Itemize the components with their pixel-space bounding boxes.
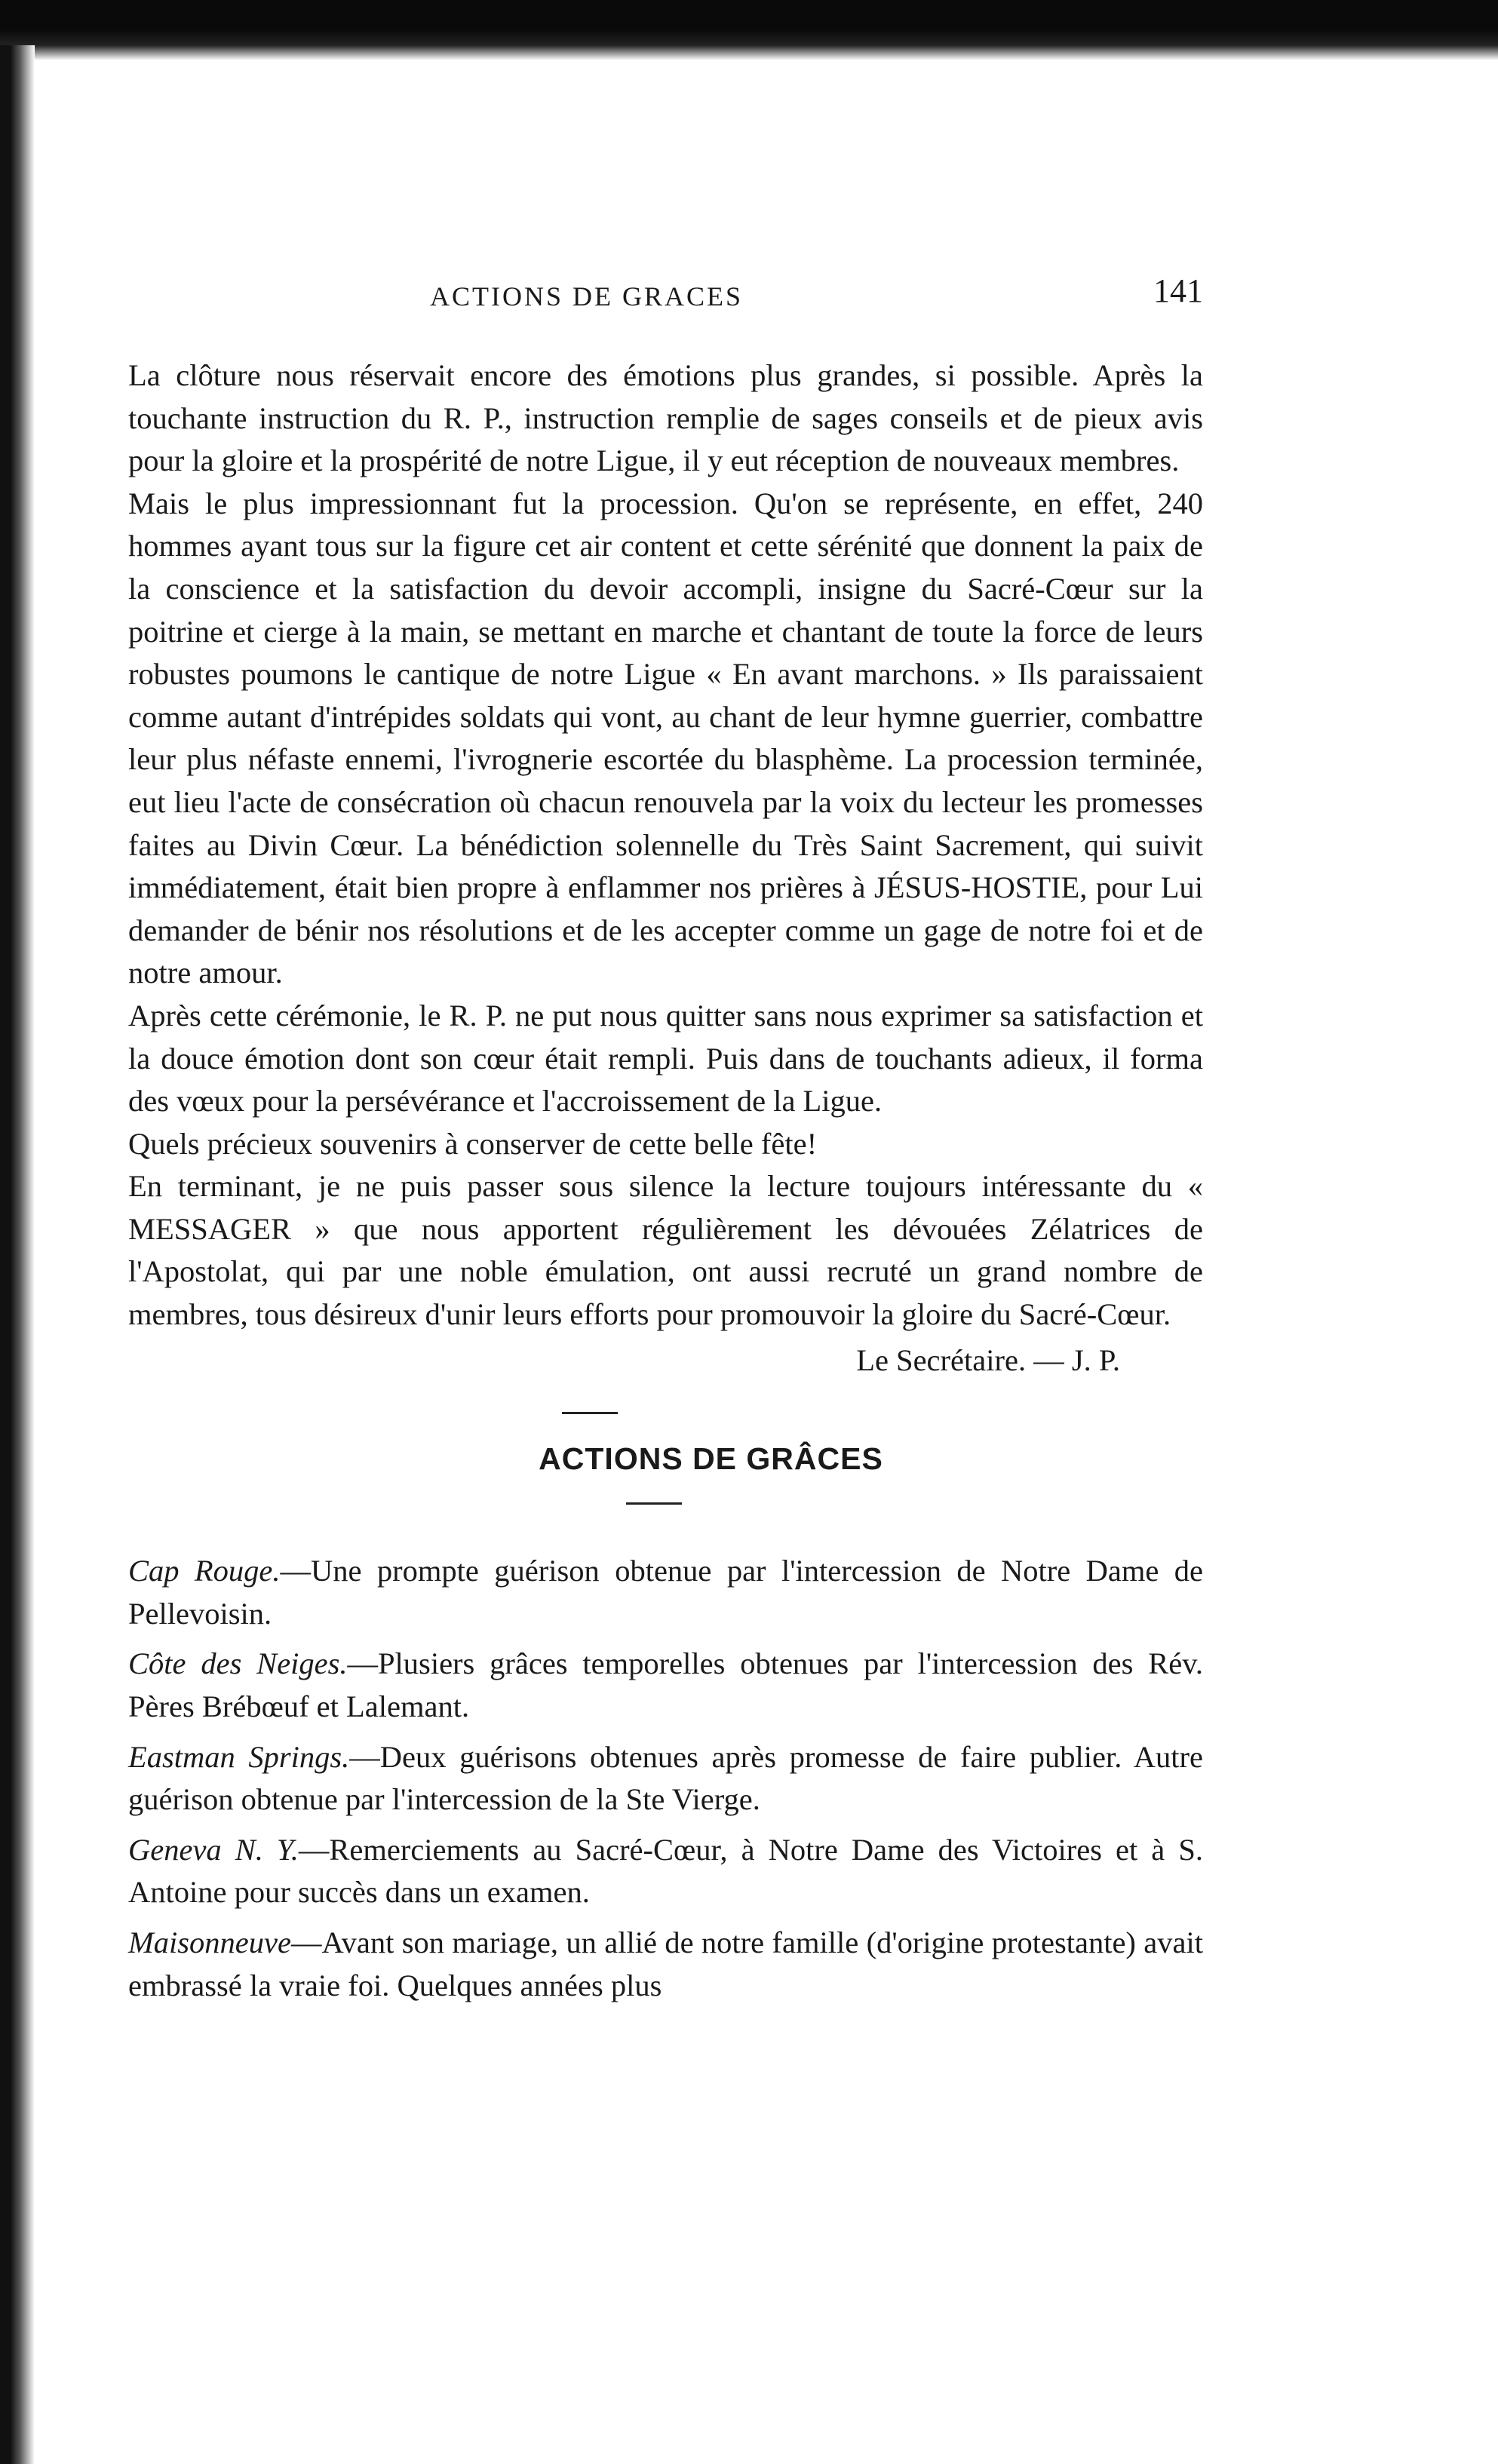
grace-place: Côte des Neiges. bbox=[128, 1646, 348, 1681]
paragraph: Quels précieux souvenirs à conserver de cette belle fête! bbox=[128, 1126, 818, 1161]
grace-place: Maisonneuve bbox=[128, 1925, 291, 1959]
report-body bbox=[128, 354, 1203, 1382]
running-head bbox=[128, 272, 1203, 317]
grace-text: —Une prompte guérison obtenue par l'intercession de Notre Dame de Pellevoisin. bbox=[128, 1554, 1203, 1631]
paragraph: Après cette cérémonie, le R. P. ne put nous quitter sans nous exprimer sa satisfaction et la douce émotion dont son cœur était rempli. Puis dans de touchants adieux, il forma des vœux pour la persévérance et l'accroissement de la Ligue. bbox=[128, 998, 1203, 1118]
paragraph: En terminant, je ne puis passer sous silence la lecture toujours intéressante du « MESSAGER » que nous apportent régulièrement les dévouées Zélatrices de l'Apostolat, qui par une noble émulation, ont aussi recruté un grand nombre de membres, tous désireux d'unir leurs efforts pour promouvoir la gloire du Sacré-Cœur. bbox=[128, 1169, 1203, 1332]
grace-entry bbox=[128, 1736, 1203, 1821]
grace-entry bbox=[128, 1829, 1203, 1914]
grace-text: —Deux guérisons obtenues après promesse de faire publier. Autre guérison obtenue par l'intercession de la Ste Vierge. bbox=[128, 1739, 1203, 1817]
paragraph: La clôture nous réservait encore des émotions plus grandes, si possible. Après la touchante instruction du R. P., instruction remplie de sages conseils et de pieux avis pour la gloire et la prospérité de notre Ligue, il y eut réception de nouveaux membres. bbox=[128, 358, 1203, 478]
grace-entry bbox=[128, 1643, 1203, 1728]
grace-entry bbox=[128, 1550, 1203, 1635]
scan-border-top bbox=[0, 0, 1498, 60]
grace-place: Geneva N. Y. bbox=[128, 1832, 299, 1867]
signature: Le Secrétaire. — J. P. bbox=[856, 1342, 1120, 1377]
page-number: 141 bbox=[1153, 272, 1203, 309]
grace-text: —Remerciements au Sacré-Cœur, à Notre Dame des Victoires et à S. Antoine pour succès dans un examen. bbox=[128, 1832, 1203, 1910]
running-title: ACTIONS DE GRACES bbox=[430, 281, 744, 311]
grace-text: —Plusiers grâces temporelles obtenues par l'intercession des Rév. Pères Brébœuf et Lalemant. bbox=[128, 1646, 1203, 1724]
book-page bbox=[128, 272, 1203, 2014]
section-title: ACTIONS DE GRÂCES bbox=[539, 1441, 883, 1477]
section-divider-bottom bbox=[626, 1502, 682, 1505]
grace-place: Eastman Springs. bbox=[128, 1739, 350, 1774]
graces-list bbox=[128, 1550, 1203, 2007]
grace-entry bbox=[128, 1922, 1203, 2007]
section-divider-top bbox=[562, 1412, 618, 1414]
grace-text: —Avant son mariage, un allié de notre famille (d'origine protestante) avait embrassé la vraie foi. Quelques années plus bbox=[128, 1925, 1203, 2002]
grace-place: Cap Rouge. bbox=[128, 1554, 281, 1588]
paragraph: Mais le plus impressionnant fut la procession. Qu'on se représente, en effet, 240 hommes ayant tous sur la figure cet air content et cette sérénité que donnent la paix de la conscience et la satisfaction du devoir accompli, insigne du Sacré-Cœur sur la poitrine et cierge à la main, se mettant en marche et chantant de toute la force de leurs robustes poumons le cantique de notre Ligue « En avant marchons. » Ils paraissaient comme autant d'intrépides soldats qui vont, au chant de leur hymne guerrier, combattre leur plus néfaste ennemi, l'ivrognerie escortée du blasphème. La procession terminée, eut lieu l'acte de consécration où chacun renouvela par la voix du lecteur les promesses faites au Divin Cœur. La bénédiction solennelle du Très Saint Sacrement, qui suivit immédiatement, était bien propre à enflammer nos prières à JÉSUS-HOSTIE, pour Lui demander de bénir nos résolutions et de les accepter comme un gage de notre foi et de notre amour. bbox=[128, 486, 1203, 990]
scan-border-left bbox=[0, 45, 35, 2464]
